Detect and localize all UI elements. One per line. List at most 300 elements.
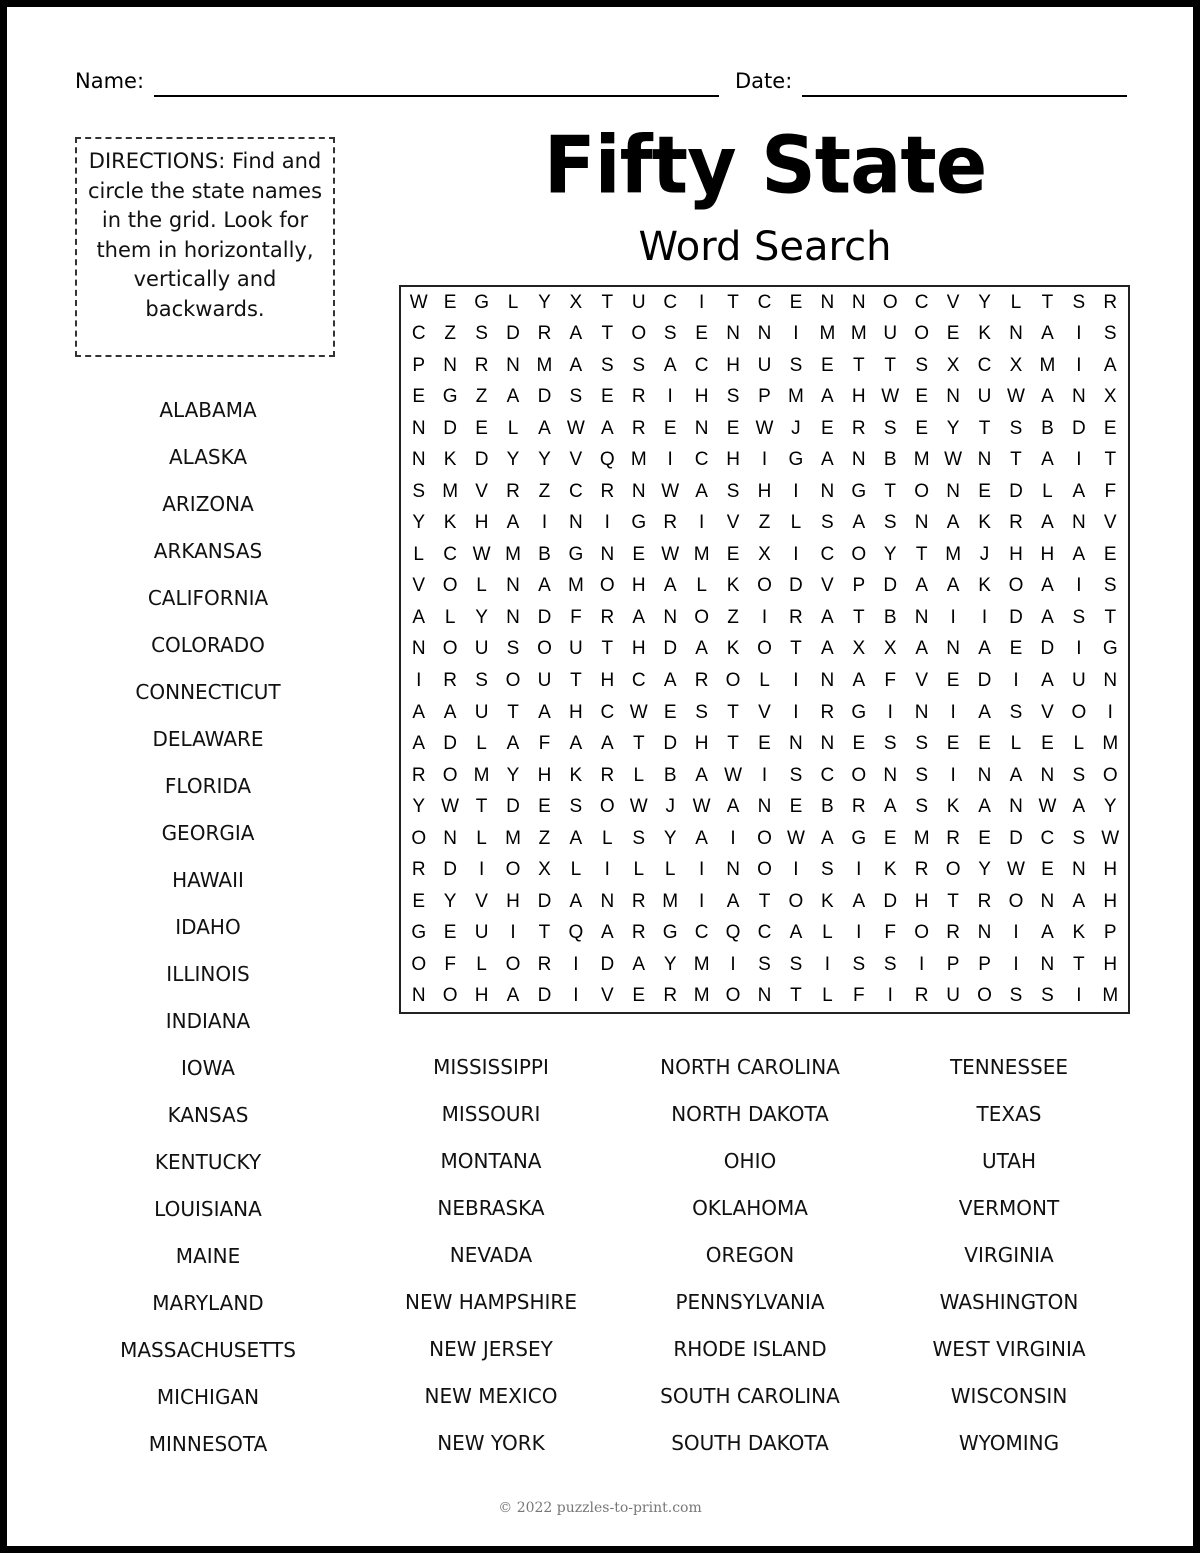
- grid-letter[interactable]: I: [793, 480, 799, 502]
- grid-letter[interactable]: O: [442, 638, 458, 660]
- grid-letter[interactable]: O: [1008, 890, 1024, 912]
- grid-letter[interactable]: K: [946, 796, 960, 818]
- grid-letter[interactable]: V: [1041, 701, 1054, 723]
- grid-letter[interactable]: S: [726, 480, 740, 502]
- grid-letter[interactable]: L: [790, 512, 802, 534]
- grid-letter[interactable]: O: [788, 890, 804, 912]
- grid-letter[interactable]: H: [569, 701, 583, 723]
- grid-letter[interactable]: G: [568, 543, 584, 565]
- grid-letter[interactable]: M: [788, 386, 804, 408]
- grid-letter[interactable]: E: [538, 796, 551, 818]
- grid-letter[interactable]: Z: [538, 480, 551, 502]
- grid-letter[interactable]: A: [632, 953, 646, 975]
- grid-letter[interactable]: I: [856, 859, 862, 881]
- grid-letter[interactable]: L: [413, 543, 424, 565]
- grid-letter[interactable]: O: [1102, 764, 1118, 786]
- grid-letter[interactable]: S: [758, 953, 771, 975]
- grid-letter[interactable]: K: [443, 449, 457, 471]
- grid-letter[interactable]: R: [977, 890, 992, 912]
- grid-letter[interactable]: H: [1103, 859, 1118, 881]
- grid-letter[interactable]: V: [758, 701, 771, 723]
- grid-letter[interactable]: R: [631, 890, 646, 912]
- grid-letter[interactable]: I: [573, 985, 579, 1007]
- grid-letter[interactable]: B: [663, 764, 677, 786]
- grid-letter[interactable]: A: [1041, 670, 1054, 692]
- grid-letter[interactable]: Y: [475, 606, 488, 628]
- grid-letter[interactable]: E: [600, 386, 614, 408]
- grid-letter[interactable]: N: [977, 764, 992, 786]
- grid-letter[interactable]: A: [978, 796, 991, 818]
- grid-letter[interactable]: I: [730, 827, 736, 849]
- grid-letter[interactable]: M: [913, 449, 930, 471]
- grid-letter[interactable]: V: [946, 291, 960, 313]
- grid-letter[interactable]: M: [1102, 733, 1119, 755]
- grid-letter[interactable]: A: [538, 701, 551, 723]
- grid-letter[interactable]: N: [820, 733, 835, 755]
- grid-letter[interactable]: M: [567, 575, 584, 597]
- grid-letter[interactable]: E: [978, 827, 991, 849]
- grid-letter[interactable]: C: [914, 291, 929, 313]
- grid-letter[interactable]: T: [1104, 449, 1117, 471]
- grid-letter[interactable]: T: [915, 543, 928, 565]
- grid-letter[interactable]: S: [475, 670, 488, 692]
- grid-letter[interactable]: A: [883, 796, 897, 818]
- grid-letter[interactable]: U: [537, 670, 552, 692]
- grid-letter[interactable]: C: [569, 480, 583, 502]
- grid-letter[interactable]: R: [600, 606, 615, 628]
- grid-letter[interactable]: S: [632, 827, 646, 849]
- grid-letter[interactable]: Y: [538, 291, 551, 313]
- grid-letter[interactable]: R: [820, 701, 835, 723]
- grid-letter[interactable]: O: [505, 953, 521, 975]
- grid-letter[interactable]: E: [1103, 543, 1117, 565]
- grid-letter[interactable]: E: [443, 291, 457, 313]
- grid-letter[interactable]: T: [727, 701, 739, 723]
- grid-letter[interactable]: E: [789, 291, 803, 313]
- grid-letter[interactable]: T: [1073, 953, 1085, 975]
- grid-letter[interactable]: F: [852, 985, 865, 1007]
- grid-letter[interactable]: A: [821, 386, 834, 408]
- grid-letter[interactable]: A: [1072, 480, 1086, 502]
- grid-letter[interactable]: G: [411, 922, 427, 944]
- grid-letter[interactable]: I: [761, 449, 768, 471]
- grid-letter[interactable]: N: [506, 354, 520, 376]
- grid-letter[interactable]: Y: [978, 859, 991, 881]
- grid-letter[interactable]: A: [600, 417, 614, 439]
- grid-letter[interactable]: F: [444, 953, 456, 975]
- grid-letter[interactable]: N: [977, 922, 992, 944]
- grid-letter[interactable]: M: [473, 764, 490, 786]
- grid-letter[interactable]: U: [474, 638, 489, 660]
- grid-letter[interactable]: A: [412, 701, 426, 723]
- grid-letter[interactable]: N: [914, 606, 929, 628]
- grid-letter[interactable]: D: [663, 733, 678, 755]
- grid-letter[interactable]: O: [882, 291, 898, 313]
- grid-letter[interactable]: O: [757, 827, 772, 849]
- grid-letter[interactable]: I: [1013, 670, 1019, 692]
- grid-letter[interactable]: W: [629, 796, 648, 818]
- grid-letter[interactable]: H: [694, 386, 709, 408]
- grid-letter[interactable]: Y: [978, 291, 991, 313]
- grid-letter[interactable]: Y: [1103, 796, 1117, 818]
- grid-letter[interactable]: N: [789, 733, 803, 755]
- grid-letter[interactable]: N: [600, 543, 615, 565]
- grid-letter[interactable]: I: [950, 606, 956, 628]
- grid-letter[interactable]: S: [1009, 701, 1023, 723]
- grid-letter[interactable]: O: [1071, 701, 1087, 723]
- grid-letter[interactable]: A: [695, 638, 708, 660]
- grid-letter[interactable]: E: [475, 417, 488, 439]
- grid-letter[interactable]: K: [821, 890, 834, 912]
- grid-letter[interactable]: I: [698, 890, 705, 912]
- grid-letter[interactable]: I: [1076, 449, 1082, 471]
- grid-letter[interactable]: V: [915, 670, 929, 692]
- grid-letter[interactable]: N: [1040, 890, 1055, 912]
- grid-letter[interactable]: R: [411, 764, 426, 786]
- grid-letter[interactable]: T: [758, 890, 771, 912]
- grid-letter[interactable]: W: [409, 291, 428, 313]
- grid-letter[interactable]: P: [412, 354, 426, 376]
- grid-letter[interactable]: L: [759, 670, 770, 692]
- grid-letter[interactable]: A: [695, 827, 708, 849]
- grid-letter[interactable]: N: [946, 480, 960, 502]
- grid-letter[interactable]: T: [790, 638, 802, 660]
- grid-letter[interactable]: Y: [946, 417, 960, 439]
- grid-letter[interactable]: I: [887, 701, 893, 723]
- grid-letter[interactable]: Y: [412, 512, 426, 534]
- grid-letter[interactable]: E: [663, 701, 677, 723]
- grid-letter[interactable]: I: [856, 922, 862, 944]
- grid-letter[interactable]: A: [789, 922, 803, 944]
- grid-letter[interactable]: U: [883, 323, 898, 345]
- grid-letter[interactable]: C: [820, 764, 835, 786]
- grid-letter[interactable]: E: [443, 922, 457, 944]
- grid-letter[interactable]: R: [631, 417, 646, 439]
- grid-letter[interactable]: I: [1013, 953, 1019, 975]
- grid-letter[interactable]: N: [600, 890, 615, 912]
- grid-letter[interactable]: D: [600, 953, 615, 975]
- grid-letter[interactable]: A: [821, 827, 834, 849]
- grid-letter[interactable]: X: [569, 291, 583, 313]
- grid-letter[interactable]: E: [915, 386, 929, 408]
- grid-letter[interactable]: A: [695, 480, 708, 502]
- grid-letter[interactable]: I: [761, 764, 768, 786]
- grid-letter[interactable]: I: [698, 512, 705, 534]
- grid-letter[interactable]: N: [757, 796, 772, 818]
- grid-letter[interactable]: W: [881, 386, 900, 408]
- grid-letter[interactable]: E: [1009, 638, 1023, 660]
- grid-letter[interactable]: O: [631, 323, 647, 345]
- grid-letter[interactable]: G: [474, 291, 489, 313]
- grid-letter[interactable]: O: [851, 543, 867, 565]
- grid-letter[interactable]: M: [693, 953, 710, 975]
- grid-letter[interactable]: P: [758, 386, 771, 408]
- grid-letter[interactable]: H: [631, 638, 646, 660]
- grid-letter[interactable]: N: [631, 480, 646, 502]
- grid-letter[interactable]: R: [914, 859, 929, 881]
- grid-letter[interactable]: D: [443, 733, 457, 755]
- grid-letter[interactable]: T: [727, 733, 739, 755]
- grid-letter[interactable]: H: [851, 386, 866, 408]
- grid-letter[interactable]: R: [1103, 291, 1118, 313]
- grid-letter[interactable]: O: [977, 985, 992, 1007]
- name-field[interactable]: [154, 95, 719, 97]
- grid-letter[interactable]: A: [726, 890, 740, 912]
- grid-letter[interactable]: M: [1102, 985, 1119, 1007]
- grid-letter[interactable]: O: [599, 575, 615, 597]
- grid-letter[interactable]: W: [661, 543, 680, 565]
- grid-letter[interactable]: E: [695, 323, 708, 345]
- grid-letter[interactable]: E: [412, 890, 426, 912]
- grid-letter[interactable]: R: [600, 764, 615, 786]
- grid-letter[interactable]: R: [663, 985, 678, 1007]
- grid-letter[interactable]: H: [474, 512, 489, 534]
- grid-letter[interactable]: A: [1072, 890, 1086, 912]
- grid-letter[interactable]: I: [793, 859, 799, 881]
- grid-letter[interactable]: V: [475, 890, 488, 912]
- grid-letter[interactable]: Y: [443, 890, 457, 912]
- grid-letter[interactable]: Y: [663, 827, 677, 849]
- grid-letter[interactable]: X: [1103, 386, 1117, 408]
- grid-letter[interactable]: W: [724, 764, 743, 786]
- grid-letter[interactable]: X: [1009, 354, 1023, 376]
- grid-letter[interactable]: O: [725, 670, 741, 692]
- grid-letter[interactable]: A: [663, 354, 677, 376]
- grid-letter[interactable]: T: [1010, 449, 1022, 471]
- grid-letter[interactable]: N: [977, 449, 992, 471]
- date-field[interactable]: [802, 95, 1127, 97]
- grid-letter[interactable]: O: [945, 859, 961, 881]
- grid-letter[interactable]: S: [1009, 985, 1023, 1007]
- grid-letter[interactable]: N: [851, 449, 866, 471]
- grid-letter[interactable]: R: [537, 323, 552, 345]
- grid-letter[interactable]: R: [851, 417, 866, 439]
- grid-letter[interactable]: H: [726, 354, 740, 376]
- grid-letter[interactable]: P: [946, 953, 960, 975]
- grid-letter[interactable]: O: [411, 827, 427, 849]
- grid-letter[interactable]: I: [698, 859, 705, 881]
- grid-letter[interactable]: M: [693, 985, 710, 1007]
- grid-letter[interactable]: Y: [883, 543, 897, 565]
- grid-letter[interactable]: O: [851, 764, 867, 786]
- grid-letter[interactable]: N: [726, 323, 740, 345]
- grid-letter[interactable]: S: [821, 512, 834, 534]
- grid-letter[interactable]: D: [506, 323, 520, 345]
- grid-letter[interactable]: E: [726, 543, 740, 565]
- grid-letter[interactable]: T: [601, 638, 614, 660]
- grid-letter[interactable]: S: [412, 480, 426, 502]
- grid-letter[interactable]: L: [664, 859, 676, 881]
- grid-letter[interactable]: A: [1072, 543, 1086, 565]
- grid-letter[interactable]: T: [538, 922, 551, 944]
- grid-letter[interactable]: N: [506, 606, 520, 628]
- grid-letter[interactable]: I: [981, 606, 988, 628]
- grid-letter[interactable]: N: [726, 859, 740, 881]
- grid-letter[interactable]: L: [507, 291, 519, 313]
- grid-letter[interactable]: X: [852, 638, 866, 660]
- grid-letter[interactable]: N: [663, 606, 678, 628]
- grid-letter[interactable]: I: [793, 323, 799, 345]
- grid-letter[interactable]: O: [599, 796, 615, 818]
- grid-letter[interactable]: A: [1103, 354, 1117, 376]
- grid-letter[interactable]: A: [569, 354, 583, 376]
- grid-letter[interactable]: A: [726, 796, 740, 818]
- grid-letter[interactable]: R: [506, 480, 520, 502]
- grid-letter[interactable]: S: [915, 733, 929, 755]
- grid-letter[interactable]: N: [820, 670, 835, 692]
- grid-letter[interactable]: N: [1071, 512, 1086, 534]
- grid-letter[interactable]: A: [946, 512, 960, 534]
- grid-letter[interactable]: N: [820, 291, 835, 313]
- grid-letter[interactable]: I: [1076, 638, 1082, 660]
- grid-letter[interactable]: Z: [758, 512, 771, 534]
- grid-letter[interactable]: N: [883, 764, 898, 786]
- grid-letter[interactable]: C: [694, 354, 709, 376]
- grid-letter[interactable]: V: [600, 985, 614, 1007]
- grid-letter[interactable]: A: [569, 827, 583, 849]
- grid-letter[interactable]: A: [506, 512, 520, 534]
- grid-letter[interactable]: L: [507, 417, 519, 439]
- grid-letter[interactable]: O: [537, 638, 552, 660]
- grid-letter[interactable]: K: [978, 323, 991, 345]
- grid-letter[interactable]: Q: [725, 922, 741, 944]
- grid-letter[interactable]: A: [1009, 764, 1023, 786]
- grid-letter[interactable]: I: [604, 859, 610, 881]
- grid-letter[interactable]: M: [850, 323, 867, 345]
- grid-letter[interactable]: D: [883, 575, 898, 597]
- grid-letter[interactable]: E: [789, 796, 803, 818]
- grid-letter[interactable]: W: [692, 796, 711, 818]
- grid-letter[interactable]: E: [412, 386, 426, 408]
- grid-letter[interactable]: N: [443, 354, 457, 376]
- grid-letter[interactable]: T: [601, 291, 614, 313]
- grid-letter[interactable]: A: [1041, 575, 1054, 597]
- grid-letter[interactable]: E: [978, 480, 991, 502]
- grid-letter[interactable]: Q: [568, 922, 584, 944]
- grid-letter[interactable]: A: [1041, 449, 1054, 471]
- grid-letter[interactable]: I: [824, 953, 830, 975]
- grid-letter[interactable]: S: [600, 354, 614, 376]
- grid-letter[interactable]: A: [1041, 323, 1054, 345]
- grid-letter[interactable]: S: [821, 859, 834, 881]
- grid-letter[interactable]: R: [663, 512, 678, 534]
- grid-letter[interactable]: S: [1072, 827, 1086, 849]
- grid-letter[interactable]: S: [883, 417, 897, 439]
- grid-letter[interactable]: S: [1103, 575, 1117, 597]
- grid-letter[interactable]: R: [631, 922, 646, 944]
- grid-letter[interactable]: N: [757, 985, 772, 1007]
- grid-letter[interactable]: T: [727, 291, 739, 313]
- grid-letter[interactable]: U: [757, 354, 772, 376]
- grid-letter[interactable]: K: [569, 764, 583, 786]
- grid-letter[interactable]: S: [726, 386, 740, 408]
- grid-letter[interactable]: I: [478, 859, 485, 881]
- grid-letter[interactable]: A: [821, 449, 834, 471]
- grid-letter[interactable]: W: [629, 701, 648, 723]
- grid-letter[interactable]: H: [537, 764, 552, 786]
- grid-letter[interactable]: A: [1072, 796, 1086, 818]
- grid-letter[interactable]: R: [443, 670, 457, 692]
- grid-letter[interactable]: A: [443, 701, 457, 723]
- grid-letter[interactable]: N: [946, 386, 960, 408]
- grid-letter[interactable]: L: [476, 733, 487, 755]
- grid-letter[interactable]: A: [978, 701, 991, 723]
- grid-letter[interactable]: I: [730, 953, 736, 975]
- grid-letter[interactable]: A: [915, 575, 929, 597]
- grid-letter[interactable]: E: [1103, 417, 1117, 439]
- grid-letter[interactable]: O: [1008, 575, 1024, 597]
- grid-letter[interactable]: W: [944, 449, 963, 471]
- grid-letter[interactable]: L: [1042, 480, 1053, 502]
- grid-letter[interactable]: C: [820, 543, 835, 565]
- grid-letter[interactable]: H: [1103, 953, 1118, 975]
- grid-letter[interactable]: D: [663, 638, 678, 660]
- grid-letter[interactable]: A: [600, 733, 614, 755]
- grid-letter[interactable]: B: [883, 606, 897, 628]
- grid-letter[interactable]: A: [852, 890, 866, 912]
- grid-letter[interactable]: E: [946, 733, 960, 755]
- grid-letter[interactable]: I: [793, 543, 799, 565]
- grid-letter[interactable]: N: [1040, 764, 1055, 786]
- grid-letter[interactable]: I: [1107, 701, 1113, 723]
- grid-letter[interactable]: D: [443, 859, 457, 881]
- grid-letter[interactable]: H: [474, 985, 489, 1007]
- grid-letter[interactable]: A: [1041, 386, 1054, 408]
- grid-letter[interactable]: I: [887, 985, 893, 1007]
- grid-letter[interactable]: S: [915, 796, 929, 818]
- grid-letter[interactable]: A: [506, 386, 520, 408]
- grid-letter[interactable]: E: [978, 733, 991, 755]
- grid-letter[interactable]: O: [914, 922, 930, 944]
- grid-letter[interactable]: I: [510, 922, 516, 944]
- grid-letter[interactable]: L: [476, 827, 487, 849]
- grid-letter[interactable]: Z: [444, 323, 456, 345]
- grid-letter[interactable]: D: [883, 890, 898, 912]
- grid-letter[interactable]: M: [819, 323, 836, 345]
- grid-letter[interactable]: F: [538, 733, 551, 755]
- grid-letter[interactable]: C: [694, 449, 709, 471]
- grid-letter[interactable]: O: [505, 859, 521, 881]
- grid-letter[interactable]: L: [476, 953, 487, 975]
- grid-letter[interactable]: A: [412, 733, 426, 755]
- grid-letter[interactable]: I: [919, 953, 925, 975]
- grid-letter[interactable]: D: [537, 890, 552, 912]
- grid-letter[interactable]: X: [758, 543, 771, 565]
- grid-letter[interactable]: E: [632, 985, 646, 1007]
- grid-letter[interactable]: D: [537, 985, 552, 1007]
- grid-letter[interactable]: I: [1076, 575, 1082, 597]
- grid-letter[interactable]: L: [1073, 733, 1085, 755]
- grid-letter[interactable]: O: [757, 638, 772, 660]
- grid-letter[interactable]: T: [852, 354, 865, 376]
- grid-letter[interactable]: Y: [412, 796, 426, 818]
- grid-letter[interactable]: I: [667, 449, 673, 471]
- grid-letter[interactable]: E: [758, 733, 771, 755]
- grid-letter[interactable]: T: [947, 890, 959, 912]
- grid-letter[interactable]: N: [1040, 953, 1055, 975]
- grid-letter[interactable]: T: [632, 733, 645, 755]
- grid-letter[interactable]: T: [884, 354, 897, 376]
- grid-letter[interactable]: D: [977, 670, 992, 692]
- grid-letter[interactable]: E: [915, 417, 929, 439]
- grid-letter[interactable]: T: [852, 606, 865, 628]
- grid-letter[interactable]: N: [914, 701, 929, 723]
- grid-letter[interactable]: A: [852, 670, 866, 692]
- grid-letter[interactable]: M: [536, 354, 553, 376]
- grid-letter[interactable]: Y: [538, 449, 551, 471]
- grid-letter[interactable]: W: [1101, 827, 1120, 849]
- grid-letter[interactable]: R: [694, 670, 709, 692]
